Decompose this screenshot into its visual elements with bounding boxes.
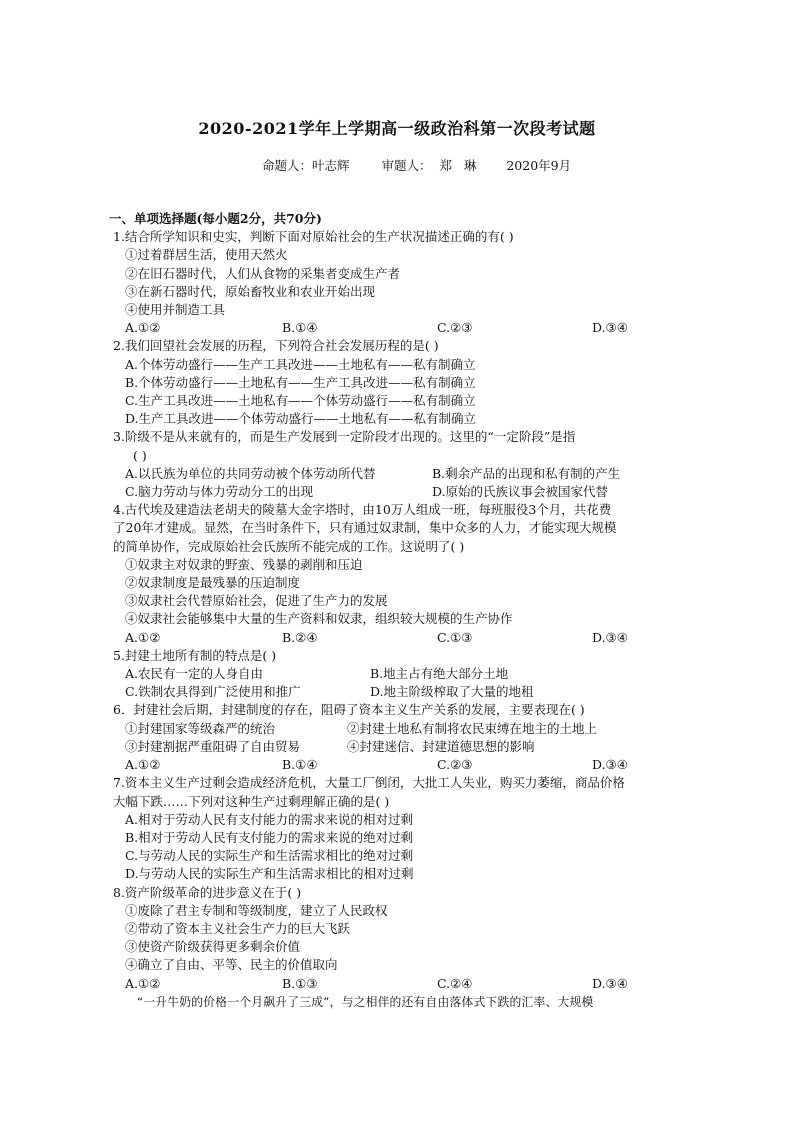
question-4 — [113, 501, 683, 647]
choice-c[interactable]: C.与劳动人民的实际生产和生活需求相比的绝对过剩 — [125, 848, 414, 864]
choice-a[interactable]: A.①② — [125, 629, 161, 645]
choice-b[interactable]: B.个体劳动盛行——土地私有——生产工具改进——私有制确立 — [125, 374, 476, 390]
question-8 — [113, 884, 683, 993]
choice-b[interactable]: B.②④ — [282, 629, 318, 645]
statement-item: ②在旧石器时代，人们从食物的采集者变成生产者 — [125, 265, 401, 281]
answer-choices — [113, 756, 683, 774]
choice-a[interactable]: A.①② — [125, 757, 161, 773]
choice-b[interactable]: B.相对于劳动人民有支付能力的需求来说的绝对过剩 — [125, 829, 414, 845]
choice-d[interactable]: D.地主阶级榨取了大量的地租 — [370, 684, 534, 700]
choice-c[interactable]: C.铁制农具得到广泛使用和推广 — [125, 684, 301, 700]
choice-a[interactable]: A.以氏族为单位的共同劳动被个体劳动所代替 — [125, 465, 376, 481]
statement-item: ①过着群居生活，使用天然火 — [125, 247, 288, 263]
statement-item: ①废除了君主专制和等级制度，建立了人民政权 — [125, 902, 388, 918]
section-heading: 一、单项选择题(每小题2分，共70分) — [109, 211, 322, 226]
answer-choices — [113, 483, 683, 501]
question-stem: 4.古代埃及建造法老胡夫的陵墓大金字塔时，由10万人组成一班，每班服役3个月，共花费 — [113, 502, 612, 518]
choice-d[interactable]: D.③④ — [592, 320, 628, 336]
choice-a[interactable]: A.①② — [125, 975, 161, 991]
question-stem: 1.结合所学知识和史实，判断下面对原始社会的生产状况描述正确的有( ) — [113, 229, 514, 245]
statement-item: ②封建土地私有制将农民束缚在地主的土地上 — [347, 720, 598, 736]
statement-item: ①奴隶主对奴隶的野蛮、残暴的剥削和压迫 — [125, 556, 363, 572]
answer-choices — [113, 975, 683, 993]
choice-b[interactable]: B.①④ — [282, 320, 318, 336]
choice-c[interactable]: C.②④ — [437, 975, 473, 991]
choice-c[interactable]: C.①③ — [437, 629, 473, 645]
statement-item: ③使资产阶级获得更多剩余价值 — [125, 939, 301, 955]
answer-blank: ( ) — [133, 447, 147, 463]
statement-item: ③奴隶社会代替原始社会，促进了生产力的发展 — [125, 593, 388, 609]
statement-item: ④奴隶社会能够集中大量的生产资料和奴隶，组织较大规模的生产协作 — [125, 611, 513, 627]
question-stem: 大幅下跌……下列对这种生产过剩理解正确的是( ) — [113, 793, 390, 809]
question-stem: 6．封建社会后期，封建制度的存在，阻碍了资本主义生产关系的发展，主要表现在( ) — [113, 702, 585, 718]
choice-b[interactable]: B.地主占有绝大部分土地 — [370, 666, 509, 682]
choice-d[interactable]: D.原始的氏族议事会被国家代替 — [432, 484, 609, 500]
choice-d[interactable]: D.与劳动人民的实际生产和生活需求相比的相对过剩 — [125, 866, 414, 882]
statement-item: ④封建迷信、封建道德思想的影响 — [347, 738, 535, 754]
choice-c[interactable]: C.②③ — [437, 757, 473, 773]
choice-d[interactable]: D.生产工具改进——个体劳动盛行——土地私有——私有制确立 — [125, 411, 477, 427]
exam-title: 2020-2021学年上学期高一级政治科第一次段考试题 — [198, 119, 596, 138]
exam-date: 2020年9月 — [506, 158, 572, 173]
choice-c[interactable]: C.生产工具改进——土地私有——个体劳动盛行——私有制确立 — [125, 393, 476, 409]
choice-d[interactable]: D.③④ — [592, 975, 628, 991]
choice-a[interactable]: A.相对于劳动人民有支付能力的需求来说的相对过剩 — [125, 811, 414, 827]
choice-a[interactable]: A.农民有一定的人身自由 — [125, 666, 264, 682]
choice-a[interactable]: A.①② — [125, 320, 161, 336]
choice-d[interactable]: D.③④ — [592, 629, 628, 645]
answer-choices — [113, 465, 683, 483]
choice-c[interactable]: C.脑力劳动与体力劳动分工的出现 — [125, 484, 314, 500]
question-7 — [113, 774, 683, 883]
question-stem: 3.阶级不是从来就有的，而是生产发展到一定阶段才出现的。这里的“一定阶段”是指 — [113, 429, 576, 445]
question-stem: 5.封建土地所有制的特点是( ) — [113, 647, 277, 663]
choice-d[interactable]: D.③④ — [592, 757, 628, 773]
choice-b[interactable]: B.①③ — [282, 975, 318, 991]
question-2 — [113, 337, 683, 428]
question-3 — [113, 428, 683, 501]
statement-row — [113, 738, 683, 756]
question-stem: 8.资产阶级革命的进步意义在于( ) — [113, 884, 302, 900]
reviewer-label: 审题人： 郑 琳 — [381, 158, 477, 173]
choice-b[interactable]: B.剩余产品的出现和私有制的产生 — [432, 465, 621, 481]
statement-item: ④确立了自由、平等、民主的价值取向 — [125, 957, 338, 973]
question-stem: 2.我们回望社会发展的历程，下列符合社会发展历程的是( ) — [113, 338, 439, 354]
answer-choices — [113, 683, 683, 701]
statement-item: ③封建割据严重阻碍了自由贸易 — [125, 738, 301, 754]
exam-meta — [262, 156, 571, 174]
question-list — [109, 210, 683, 1011]
question-9-passage: “一升牛奶的价格一个月飙升了三成”，与之相伴的还有自由落体式下跌的汇率、大规模 — [137, 994, 594, 1009]
question-stem: 了20年才建成。显然，在当时条件下，只有通过奴隶制，集中众多的人力，才能实现大规模 — [113, 520, 617, 536]
statement-row — [113, 720, 683, 738]
choice-c[interactable]: C.②③ — [437, 320, 473, 336]
choice-b[interactable]: B.①④ — [282, 757, 318, 773]
question-stem: 的简单协作，完成原始社会氏族所不能完成的工作。这说明了( ) — [113, 538, 465, 554]
statement-item: ④使用并制造工具 — [125, 302, 226, 318]
question-5 — [113, 647, 683, 702]
answer-choices — [113, 665, 683, 683]
statement-item: ②奴隶制度是最残暴的压迫制度 — [125, 575, 301, 591]
statement-item: ①封建国家等级森严的统治 — [125, 720, 276, 736]
question-6 — [113, 701, 683, 774]
statement-item: ③在新石器时代，原始畜牧业和农业开始出现 — [125, 283, 376, 299]
setter-label: 命题人：叶志辉 — [262, 158, 350, 173]
question-stem: 7.资本主义生产过剩会造成经济危机，大量工厂倒闭，大批工人失业，购买力萎缩，商品价格 — [113, 775, 625, 791]
answer-choices — [113, 319, 683, 337]
statement-item: ②带动了资本主义社会生产力的巨大飞跃 — [125, 920, 351, 936]
answer-choices — [113, 629, 683, 647]
choice-a[interactable]: A.个体劳动盛行——生产工具改进——土地私有——私有制确立 — [125, 356, 476, 372]
question-1 — [113, 228, 683, 337]
